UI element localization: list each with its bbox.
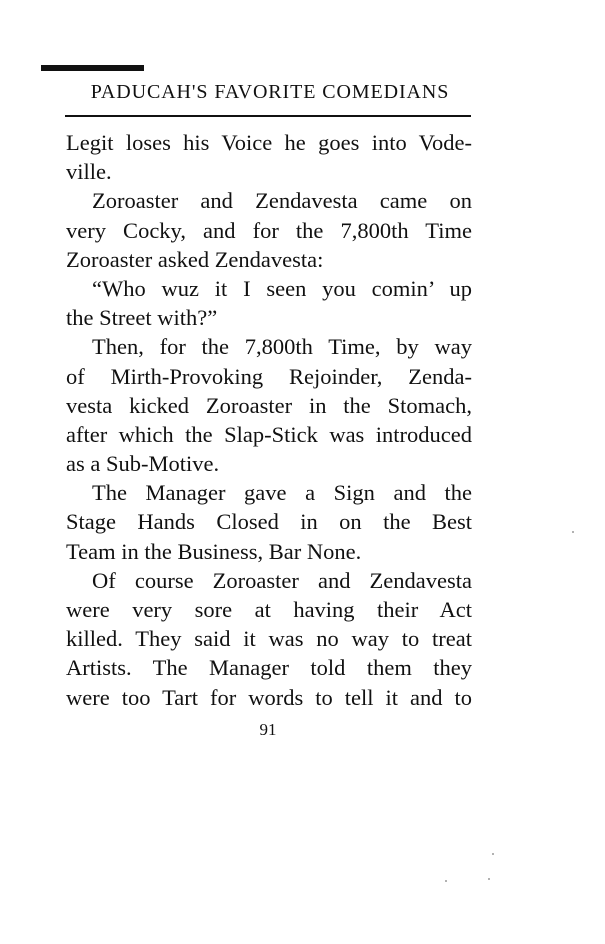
text-line: after which the Slap-Stick was introduced <box>66 421 472 447</box>
paper-speck <box>445 880 447 882</box>
text-line: vesta kicked Zoroaster in the Stomach, <box>66 392 472 418</box>
text-line: Of course Zoroaster and Zendavesta <box>92 567 472 593</box>
text-line: killed. They said it was no way to treat <box>66 626 472 652</box>
text-line: Zoroaster and Zendavesta came on <box>92 188 472 214</box>
text-line: Then, for the 7,800th Time, by way <box>92 334 472 360</box>
text-line: of Mirth-Provoking Rejoinder, Zenda- <box>66 363 472 389</box>
text-line: Legit loses his Voice he goes into Vode- <box>66 130 472 155</box>
text-line: ville. <box>66 159 112 185</box>
paper-speck <box>492 853 494 855</box>
page-number: 91 <box>259 720 277 739</box>
text-line: were too Tart for words to tell it and to <box>66 684 472 710</box>
text-line: the Street with?” <box>66 305 218 331</box>
header-rule <box>65 115 471 117</box>
text-line: as a Sub-Motive. <box>66 451 220 477</box>
text-line: “Who wuz it I seen you comin’ up <box>92 275 472 301</box>
text-line: Stage Hands Closed in on the Best <box>66 509 472 535</box>
paper-speck <box>488 878 490 880</box>
text-line: Zoroaster asked Zendavesta: <box>66 246 324 272</box>
text-line: were very sore at having their Act <box>66 597 472 622</box>
running-head: PADUCAH'S FAVORITE COMEDIANS <box>90 81 450 103</box>
text-line: The Manager gave a Sign and the <box>92 480 472 506</box>
text-line: Team in the Business, Bar None. <box>66 538 362 564</box>
page-body <box>66 128 472 712</box>
ornamental-top-rule <box>41 65 144 71</box>
text-line: very Cocky, and for the 7,800th Time <box>66 217 472 243</box>
text-line: Artists. The Manager told them they <box>66 655 472 681</box>
paper-speck <box>572 531 574 533</box>
